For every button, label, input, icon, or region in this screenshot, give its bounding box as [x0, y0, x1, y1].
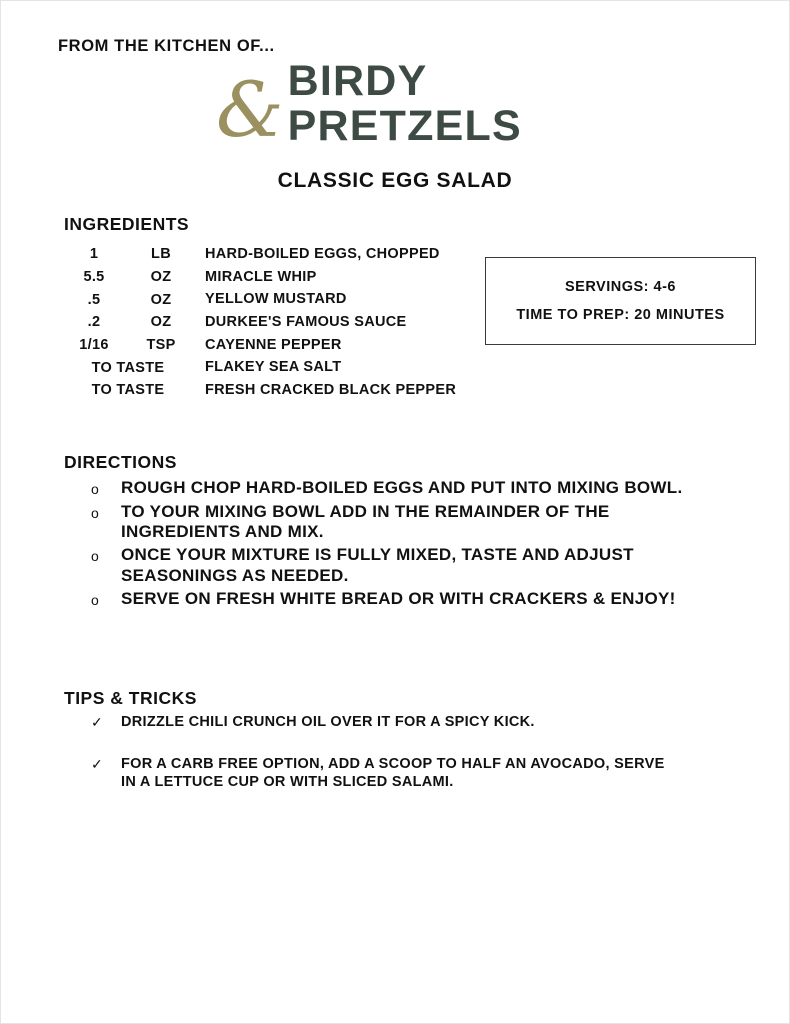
list-item [91, 713, 731, 731]
ingredient-name: DURKEE'S FAMOUS SAUCE [205, 314, 407, 331]
table-row [61, 312, 481, 335]
tip-text: FOR A CARB FREE OPTION, ADD A SCOOP TO HALF AN AVOCADO, SERVE IN A LETTUCE CUP OR WITH SLICED SALAMI. [121, 756, 665, 791]
ingredient-name: CAYENNE PEPPER [205, 336, 342, 353]
from-the-kitchen-of-label: FROM THE KITCHEN OF... [58, 37, 275, 55]
ingredient-name: FRESH CRACKED BLACK PEPPER [205, 382, 457, 399]
direction-step-text: ROUGH CHOP HARD-BOILED EGGS AND PUT INTO MIXING BOWL. [121, 478, 683, 497]
directions-list [91, 478, 731, 613]
brand-name-line-2: PRETZELS [287, 102, 522, 151]
direction-step-text: ONCE YOUR MIXTURE IS FULLY MIXED, TASTE AND ADJUST SEASONINGS AS NEEDED. [121, 545, 634, 585]
directions-heading: DIRECTIONS [64, 452, 177, 472]
bullet-circle-icon: o [91, 481, 99, 497]
tips-heading: TIPS & TRICKS [64, 688, 197, 708]
ingredient-name: YELLOW MUSTARD [205, 291, 347, 308]
direction-step-text: TO YOUR MIXING BOWL ADD IN THE REMAINDER OF THE INGREDIENTS AND MIX. [121, 501, 610, 541]
checkmark-icon: ✓ [91, 714, 103, 730]
list-item [91, 755, 731, 791]
checkmark-icon: ✓ [91, 756, 103, 773]
ingredient-qty: TO TASTE [91, 382, 165, 399]
list-item [91, 589, 731, 610]
ingredient-unit: OZ [150, 269, 172, 285]
ingredient-unit: OZ [150, 291, 172, 308]
page-title: CLASSIC EGG SALAD [277, 169, 513, 192]
brand-name-line-1: BIRDY [287, 57, 428, 105]
list-item [91, 502, 731, 543]
tip-text: DRIZZLE CHILI CRUNCH OIL OVER IT FOR A SPICY KICK. [121, 714, 535, 730]
ingredient-unit: OZ [150, 314, 172, 331]
ingredients-table [61, 244, 481, 403]
tips-list [91, 713, 731, 815]
table-row [61, 244, 481, 267]
bullet-circle-icon: o [91, 504, 99, 521]
ingredient-qty: 1/16 [79, 337, 109, 354]
ingredient-qty: 5.5 [83, 269, 105, 285]
table-row [61, 335, 481, 358]
table-row [61, 380, 481, 403]
list-item [91, 545, 731, 586]
ingredient-qty: 1 [89, 246, 99, 263]
prep-time-value: TIME TO PREP: 20 MINUTES [516, 307, 725, 323]
ingredient-name: FLAKEY SEA SALT [205, 359, 342, 376]
ingredient-unit: LB [151, 246, 171, 263]
ingredient-qty: .2 [87, 314, 101, 331]
bullet-circle-icon: o [91, 592, 99, 609]
brand-name [288, 59, 522, 149]
ingredient-unit: TSP [146, 337, 176, 354]
direction-step-text: SERVE ON FRESH WHITE BREAD OR WITH CRACKERS & ENJOY! [121, 589, 676, 609]
list-item [91, 478, 731, 499]
servings-value: SERVINGS: 4-6 [565, 279, 676, 295]
recipe-info-box [485, 257, 756, 345]
ampersand-glyph: & [216, 64, 284, 154]
ingredient-name: HARD-BOILED EGGS, CHOPPED [205, 246, 440, 262]
ingredients-heading: INGREDIENTS [64, 214, 190, 234]
table-row [61, 267, 481, 290]
table-row [61, 357, 481, 380]
table-row [61, 289, 481, 312]
bullet-circle-icon: o [91, 548, 99, 565]
ingredient-name: MIRACLE WHIP [205, 268, 317, 285]
ingredient-qty: .5 [87, 291, 101, 308]
ingredient-qty: TO TASTE [91, 359, 165, 376]
brand-logo [216, 57, 522, 154]
